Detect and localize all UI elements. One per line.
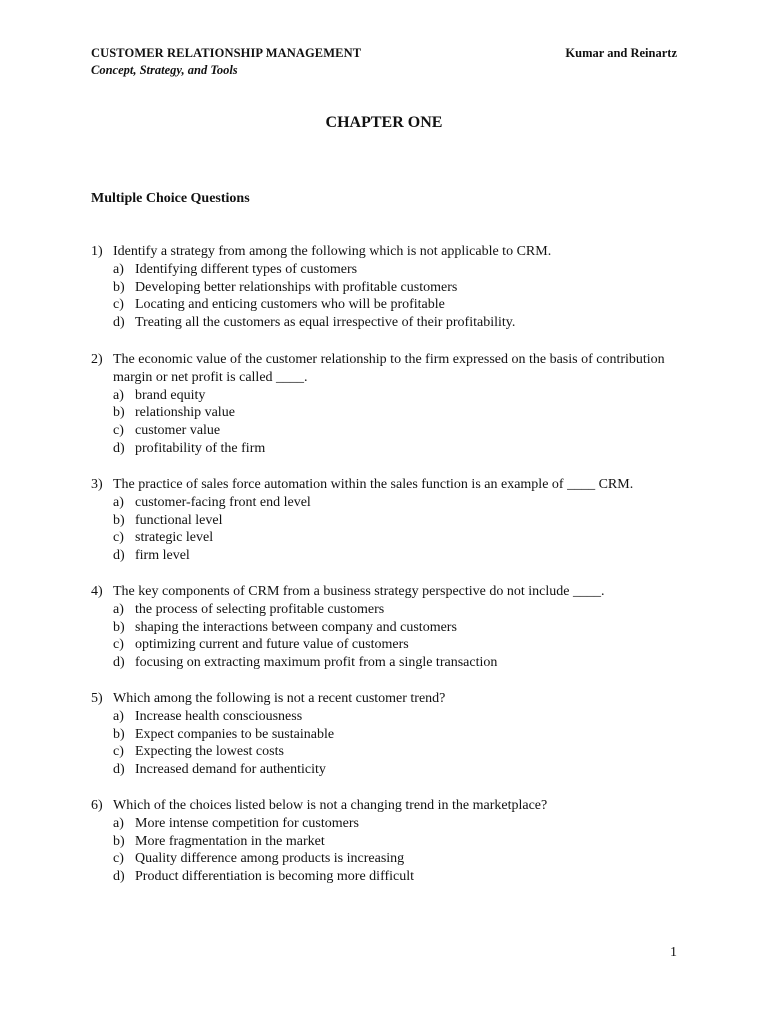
option-letter: a) — [113, 708, 124, 724]
option-letter: b) — [113, 405, 125, 421]
answer-option-d — [113, 868, 691, 886]
option-text: profitability of the firm — [135, 440, 266, 456]
option-letter: d) — [113, 440, 125, 456]
option-text: Expect companies to be sustainable — [135, 726, 335, 742]
answer-option-c — [113, 296, 691, 314]
option-letter: d) — [113, 548, 125, 564]
option-text: Increased demand for authenticity — [135, 762, 326, 778]
answer-option-d — [113, 547, 691, 565]
question-number: 6) — [91, 798, 103, 813]
running-header — [91, 45, 361, 79]
answer-options — [113, 708, 691, 779]
question-2 — [91, 351, 691, 458]
chapter-title: CHAPTER ONE — [325, 114, 443, 131]
option-letter: c) — [113, 530, 124, 546]
answer-option-b — [113, 726, 691, 744]
question-number: 4) — [91, 584, 103, 599]
option-letter: c) — [113, 744, 124, 760]
book-title: CUSTOMER RELATIONSHIP MANAGEMENT — [91, 46, 362, 60]
option-letter: c) — [113, 851, 124, 867]
option-letter: a) — [113, 815, 124, 831]
option-letter: b) — [113, 619, 125, 635]
answer-option-d — [113, 440, 691, 458]
answer-options — [113, 387, 691, 458]
question-6 — [91, 797, 691, 886]
answer-option-c — [113, 422, 691, 440]
question-text: The economic value of the customer relationship to the firm expressed on the basis of contribution margin or net profit is called ____. — [113, 352, 665, 385]
option-letter: b) — [113, 279, 125, 295]
answer-option-b — [113, 279, 691, 297]
option-text: Identifying different types of customers — [135, 261, 358, 277]
option-text: customer-facing front end level — [135, 494, 311, 510]
option-text: relationship value — [135, 405, 235, 421]
answer-option-c — [113, 529, 691, 547]
option-text: More fragmentation in the market — [135, 833, 325, 849]
option-text: Expecting the lowest costs — [135, 744, 284, 760]
answer-option-d — [113, 761, 691, 779]
answer-option-a — [113, 387, 691, 405]
page-number: 1 — [670, 945, 677, 960]
option-letter: b) — [113, 833, 125, 849]
answer-option-c — [113, 743, 691, 761]
option-text: Quality difference among products is increasing — [135, 851, 405, 867]
option-text: Developing better relationships with profitable customers — [135, 279, 458, 295]
option-letter: a) — [113, 387, 124, 403]
option-text: customer value — [135, 423, 221, 439]
option-letter: a) — [113, 261, 124, 277]
option-text: Increase health consciousness — [135, 708, 303, 724]
question-text: Identify a strategy from among the following which is not applicable to CRM. — [113, 244, 552, 259]
answer-option-b — [113, 619, 691, 637]
question-text: The key components of CRM from a business strategy perspective do not include ____. — [113, 584, 605, 599]
option-text: Treating all the customers as equal irrespective of their profitability. — [135, 315, 516, 331]
option-text: More intense competition for customers — [135, 815, 359, 831]
question-3 — [91, 476, 691, 565]
option-letter: d) — [113, 762, 125, 778]
option-text: strategic level — [135, 530, 214, 546]
answer-options — [113, 494, 691, 565]
answer-option-d — [113, 654, 691, 672]
option-text: the process of selecting profitable customers — [135, 601, 385, 617]
option-letter: a) — [113, 601, 124, 617]
answer-option-d — [113, 314, 691, 332]
answer-option-a — [113, 708, 691, 726]
question-number: 5) — [91, 691, 103, 706]
option-letter: c) — [113, 297, 124, 313]
book-subtitle: Concept, Strategy, and Tools — [91, 63, 238, 77]
question-4 — [91, 583, 691, 672]
option-letter: d) — [113, 315, 125, 331]
question-1 — [91, 243, 691, 332]
question-5 — [91, 690, 691, 779]
option-text: focusing on extracting maximum profit from a single transaction — [135, 655, 498, 671]
book-authors: Kumar and Reinartz — [565, 46, 677, 60]
answer-options — [113, 261, 691, 332]
answer-option-c — [113, 850, 691, 868]
option-letter: c) — [113, 637, 124, 653]
option-text: Locating and enticing customers who will be profitable — [135, 297, 445, 313]
question-text: Which of the choices listed below is not a changing trend in the marketplace? — [113, 798, 548, 813]
option-text: functional level — [135, 512, 223, 528]
option-letter: c) — [113, 423, 124, 439]
answer-option-b — [113, 833, 691, 851]
answer-option-a — [113, 815, 691, 833]
option-text: brand equity — [135, 387, 206, 403]
option-letter: d) — [113, 655, 125, 671]
option-text: firm level — [135, 548, 190, 564]
answer-options — [113, 815, 691, 886]
answer-option-b — [113, 512, 691, 530]
option-letter: a) — [113, 494, 124, 510]
answer-option-a — [113, 261, 691, 279]
question-text: Which among the following is not a recent customer trend? — [113, 691, 446, 706]
option-letter: d) — [113, 869, 125, 885]
answer-option-a — [113, 494, 691, 512]
option-text: shaping the interactions between company and customers — [135, 619, 457, 635]
option-letter: b) — [113, 726, 125, 742]
question-number: 2) — [91, 352, 103, 367]
answer-option-a — [113, 601, 691, 619]
option-text: optimizing current and future value of customers — [135, 637, 409, 653]
option-text: Product differentiation is becoming more difficult — [135, 869, 415, 885]
section-title: Multiple Choice Questions — [91, 191, 250, 206]
answer-options — [113, 601, 691, 672]
question-number: 3) — [91, 477, 103, 492]
question-text: The practice of sales force automation within the sales function is an example of ____ CRM. — [113, 477, 634, 492]
question-number: 1) — [91, 244, 103, 259]
answer-option-c — [113, 636, 691, 654]
option-letter: b) — [113, 512, 125, 528]
answer-option-b — [113, 404, 691, 422]
